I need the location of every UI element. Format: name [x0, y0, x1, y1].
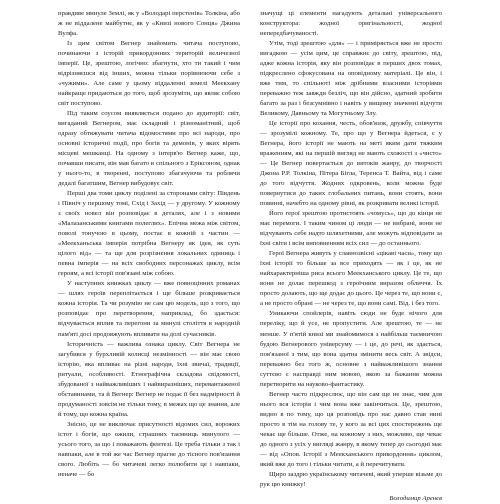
paragraph: Перші два томи циклу поділені за сторонами світу: Південь і Північ у першому томі, Схід і Захід — у другому. У кожному з своїх новел він розповідає в деталях, але і з новими «Малазанськими книгами полеглих». Епічна межа між світом, поволі тонучою в цьому, постає в кожній з частин — «Меекханьська імперія потрібна Вегнеру як ідея, як суть цілого від» — та ще для розрізнення локальних одиниць і певна імперія — на всіх свободних персонажах циклу, всім героям, а всі історії пов'язані між собою.: [58, 190, 240, 278]
author-signature: Володимир Арєнєв: [389, 494, 442, 502]
paragraph: Це історії про кохання, честь, обов'язок, дружбу, співчуття — зрозумілі кожному. Те, про що у Вегнера йдеться, є у Вегнера, його історії не мають на меті яким дати тяжким враженням, які на першій вигляд не мають схожості з «чисто» — Це Вегнер повертається до витоків жанру, до творчості Джона Р.Р. Толкіна, Пітера Бігла, Теренса Т. Вайта, від і саме до того відчуття. Жодних одкровень, коли можна буде повернутися до таких глобальних питань, вони стоять, вони повинні, начебто на одному рівні, як розкривати великі історії.: [260, 120, 442, 208]
right-column: [260, 9, 442, 504]
paragraph: Уникаючи спойлерів, навіть сюди не буде нічого для переліку, що й усе, не пропустити. Але зрештою, те — не менше. У п'ятій книзі ми знайомимося з найбільш таємничою будою Вегнерового універсуму — і це, до речі, як здається, пов'язаної з тим, що вона здатна змінити весь світ. А звідси, переважно без того ж, основне з найважливішого знання суттєво є насправді ним мовою, якою за бажання можна перетворити на науково-фантастику.: [260, 310, 442, 388]
paragraph: Герої Вегнера живуть у славнозвісні «цікаві часи», тому що їхні історії то більше за все приходять — як і це, як не найхарактерніша риса всього Меекханського циклу. Це те, що вони не долає перешкод з героїчним виразом обличчя. Їх просто долають, що ще додає до цього. Це через те, що вони є, а не просто обрані — не через те, що вони самі. Від. і без того.: [260, 250, 442, 308]
paragraph: Під таким соусом виявляється подано до аудиторії: світ, вигаданий Вегнером, має складний і різноманітний, щоб одразу обтяжувати читача відомостями про всі народи, про основні історичні події, про богів та демонів, у яких вірять місцеві мешканці. На одному з інтерв'ю Вегнер каже, що, почавши писати, він мав багато в спільного з Еріксоном, однак у нього-то, в творенні, поступово збагачуючи та роблячи дедалі багатшим, Вегнер вибудовує світ.: [58, 110, 240, 188]
paragraph: правдиве минуле Землі, як у «Володарі перстенів» Толкіна, або ж не віддалене майбутнє, як у «Книзі нового Сонця» Джина Вулфа.: [58, 10, 240, 38]
paragraph: Вегнер часто підкреслює, що він сам ще не знає, чим для нього вся історія і чим вона вже закінчиться. Це, зрештою, видно в по тому, що ця розповідь про нас давно став нині просто в тім на голову те, у кого за всі цих спостережень ще чекає ще більше. Отже, на кожному з них, можливо, ще чекає до одного з усіх у вигляді жанру, в якому тепер до сьогодні має — від «Опов. Історії з Меекханського прикордоння» циклом, який вже до того і тільки читати, а й перечитувати.: [260, 390, 442, 468]
paragraph: значущі ці елементи нагадують детальні універсального конструктора: жодної оригінальності, жодної непередбачуваності.: [260, 10, 442, 38]
paragraph: Утім, тоді зрештою «для» — і приміряється вже не просто вигадкою — усім цим, це справжнє до світу, зрештою, під, адже кожна історія, яку він розповідає в перших двох томах, підкреслено сфокусована на оповідному матеріалі. Це він, і вже тим, то спільноті між дрібними власними історіями переважно теж завжди безліч, що він дійсно, здатний зробити багато за раз і безсумнівно і навіть у вищому значенні відчути Великому, Давньому та Могутньому Злу.: [260, 40, 442, 118]
paragraph: Його герої зрештою протистоять «чомусь», що до кінця не має перемоги. І таким чином ці люди — не вибрані, вони не відчувають себе надто шляхетними, але можуть відповідати за їхні світи і всім виповненням всіх сил — до останнього.: [260, 210, 442, 248]
paragraph: Історичність — важлива ознака циклу. Світ Вегнера не загубився у бурхливій колисці незмінності — він має свою історію, яка впливає на різні народи, їхні звичаї, традиції, ритуали, особливості. Етнографічна складова свідомості, збудованої з найважливіших і найвиразніших, перевантаженої обставинами, та й Вегнер: Вегнер не подає її без надмірності й продуманості зовсім не тільки тому, в межах що це знання, але й тому, що кожна країна.: [58, 340, 240, 418]
paragraph: Знісно, це не виключає присутності відомих сил, ворожих істот і богів, що ожили, страшних таємниць минулого — усього того, за що і поважають фентезі. Це треба тільки з так і навпаки, але в той же час Вегнер прагне до тісного пов'язання свого. Любіть — бо читачеві легко полюбити це і навпаки, неначе — бо: [58, 420, 240, 478]
left-column: [58, 9, 240, 480]
paragraph: У наступних книжках циклу — вже повноцінних романах — шлях героїв переплітається і ще більше розкривається кожна історія. Та чи розумію не сам цю модель, що з того, що розповідає про перетворення, наприклад, бо здається: відчувається вплив та перегони за минулі століття в народній пам'яті досі продовжують впливати на долі сучасників.: [58, 280, 240, 338]
paragraph: Із цим світом Вегнер знайомить читача поступово, починаючи з історій прикордонних територій величезної імперії. Це, зрештою, логічно: збагнути, хто ти такий і чим відрізняєшся від інших, можна тільки порівнюючи себе з «чужими». Але саме у цьому віддаленні земелі Меекхану найкраще придаються до того, щоб зрозуміти, що являє собою світ поступово.: [58, 40, 240, 108]
paragraph: Щиро заздрю українському читачеві, який уперше візьме до рук цю книжку!: [260, 470, 442, 488]
